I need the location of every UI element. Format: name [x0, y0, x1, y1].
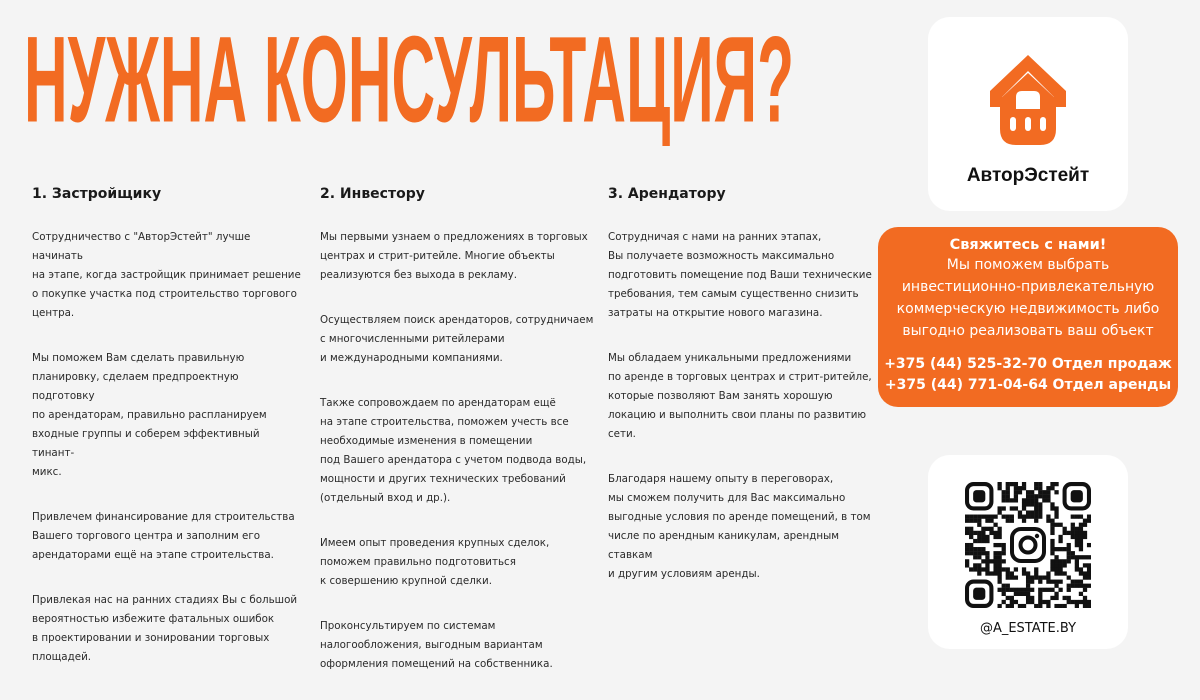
column-paragraph: Сотрудничество с "АвторЭстейт" лучше начинать на этапе, когда застройщик принимает решение о покупке участка под строительство торгового центра. — [32, 231, 301, 319]
page-headline — [24, 18, 904, 166]
column-paragraph: Привлечем финансирование для строительства Вашего торгового центра и заполним его арендаторами ещё на этапе строительства. — [32, 511, 295, 561]
phone-rent[interactable]: +375 (44) 771-04-64 Отдел аренды — [884, 377, 1172, 393]
column-paragraph: Сотрудничая с нами на ранних этапах, Вы получаете возможность максимально подготовить помещение под Ваши технические требования, тем самым существенно снизить затраты на открытие нового магазина. — [608, 231, 872, 319]
logo-card — [928, 17, 1128, 211]
instagram-handle[interactable]: @A_ESTATE.BY — [979, 621, 1077, 636]
contact-description: Мы поможем выбрать инвестиционно-привлекательную коммерческую недвижимость либо выгодно реализовать ваш объект — [896, 257, 1160, 339]
column-paragraph: Благодаря нашему опыту в переговорах, мы сможем получить для Вас максимально выгодные условия по аренде помещений, в том числе по арендным каникулам, арендным ставкам и другим условиям аренды. — [608, 473, 871, 580]
phone-sales[interactable]: +375 (44) 525-32-70 Отдел продаж — [884, 356, 1172, 372]
column-paragraph: Мы поможем Вам сделать правильную планировку, сделаем предпроектную подготовку по арендаторам, правильно распланируем входные группы и соберем эффективный тинант- микс. — [32, 352, 267, 478]
contact-title: Свяжитесь с нами! — [949, 237, 1107, 253]
column-paragraph: Мы обладаем уникальными предложениями по аренде в торговых центрах и стрит-ритейле, которые позволяют Вам занять хорошую локацию и выполнить свои планы по развитию сети. — [608, 352, 872, 440]
qr-code[interactable] — [965, 482, 1091, 608]
brand-name: АвторЭстейт — [966, 165, 1090, 186]
contact-panel — [878, 227, 1178, 407]
column-paragraph: Также сопровождаем по арендаторам ещё на этапе строительства, поможем учесть все необходимые изменения в помещении под Вашего арендатора с учетом подвода воды, мощности и других технических требований (отдельный вход и др.). — [320, 397, 587, 504]
column-paragraph: Привлекая нас на ранних стадиях Вы с большой вероятностью избежите фатальных ошибок в проектировании и зонировании торговых площадей. — [32, 594, 298, 663]
column-title: 1. Застройщику — [32, 186, 162, 202]
column-title: 2. Инвестору — [320, 186, 425, 202]
column-paragraph: Осуществляем поиск арендаторов, сотрудничаем с многочисленными ритейлерами и международными компаниями. — [320, 314, 594, 364]
column-developer — [32, 186, 302, 693]
column-tenant — [608, 186, 883, 610]
column-investor — [320, 186, 595, 700]
instagram-icon — [1008, 525, 1048, 565]
column-paragraph: Проконсультируем по системам налогообложения, выгодным вариантам оформления помещений на собственника. — [320, 620, 553, 670]
house-logo-icon — [988, 53, 1068, 149]
qr-card[interactable] — [928, 455, 1128, 649]
column-paragraph: Мы первыми узнаем о предложениях в торговых центрах и стрит-ритейле. Многие объекты реализуются без выхода в рекламу. — [320, 231, 588, 281]
column-title: 3. Арендатору — [608, 186, 726, 202]
column-paragraph: Имеем опыт проведения крупных сделок, поможем правильно подготовиться к совершению крупной сделки. — [320, 537, 550, 587]
headline-text: НУЖНА КОНСУЛЬТАЦИЯ? — [24, 18, 794, 149]
